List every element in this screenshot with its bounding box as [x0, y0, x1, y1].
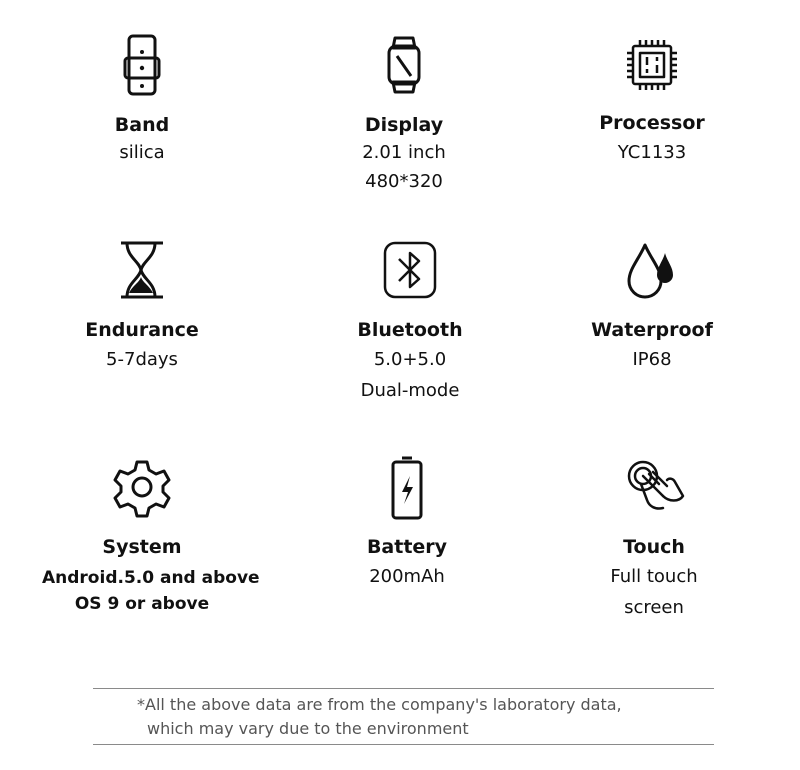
- spec-touch: [554, 452, 754, 618]
- spec-value: silica: [119, 142, 165, 163]
- hourglass-icon: [107, 235, 177, 305]
- chip-icon: [617, 30, 687, 100]
- spec-endurance: [42, 235, 242, 370]
- footnote-line1: *All the above data are from the company's laboratory data,: [137, 695, 622, 714]
- spec-value: YC1133: [617, 142, 687, 163]
- spec-value: Android.5.0 and above: [42, 568, 260, 588]
- spec-value: screen: [624, 597, 684, 618]
- spec-value: OS 9 or above: [74, 594, 210, 614]
- spec-band: [42, 30, 242, 163]
- spec-title: Waterproof: [591, 319, 713, 341]
- water-drops-icon: [617, 235, 687, 305]
- spec-system: [42, 452, 260, 614]
- spec-title: Display: [364, 114, 444, 136]
- spec-value: IP68: [632, 349, 672, 370]
- spec-title: Band: [114, 114, 170, 136]
- footnote-line2: which may vary due to the environment: [147, 719, 469, 738]
- spec-title: Touch: [623, 536, 685, 558]
- touch-hand-icon: [619, 452, 689, 522]
- spec-value: 480*320: [365, 171, 443, 192]
- divider-top: [93, 688, 714, 689]
- spec-value: 5-7days: [106, 349, 178, 370]
- battery-icon: [372, 452, 442, 522]
- spec-title: Bluetooth: [357, 319, 463, 341]
- spec-bluetooth: [310, 235, 510, 401]
- divider-bottom: [93, 744, 714, 745]
- spec-title: System: [102, 536, 182, 558]
- spec-title: Battery: [366, 536, 448, 558]
- spec-title: Endurance: [85, 319, 199, 341]
- footnote: [137, 693, 697, 741]
- spec-value: 200mAh: [369, 566, 445, 587]
- spec-value: Dual-mode: [360, 380, 460, 401]
- watch-band-icon: [107, 30, 177, 100]
- spec-value: Full touch: [610, 566, 698, 587]
- gear-icon: [107, 452, 177, 522]
- smartwatch-icon: [369, 30, 439, 100]
- spec-value: 2.01 inch: [362, 142, 446, 163]
- bluetooth-icon: [375, 235, 445, 305]
- spec-processor: [552, 30, 752, 163]
- spec-waterproof: [552, 235, 752, 370]
- spec-battery: [307, 452, 507, 587]
- spec-display: [304, 30, 504, 192]
- spec-value: 5.0+5.0: [373, 349, 447, 370]
- spec-title: Processor: [599, 112, 705, 134]
